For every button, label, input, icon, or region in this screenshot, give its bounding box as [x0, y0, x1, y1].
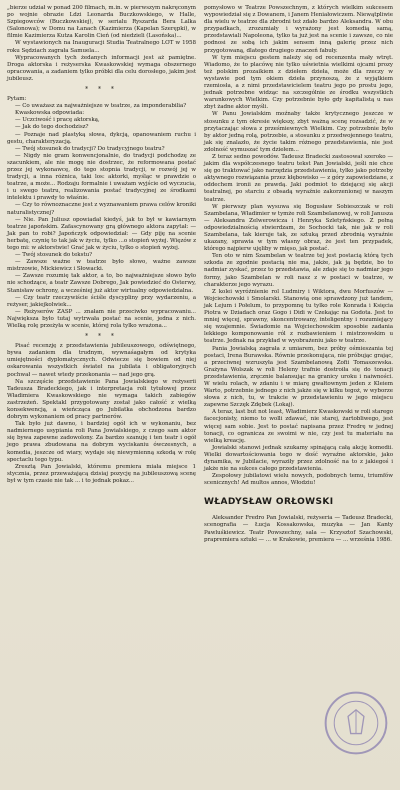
interview-line: — Nigdy nie gram konwencjonalnie, do tradycji podchodzę ze szacunkiem, ale nie mogę nie dostrzec, że reformowana postać przez jej wykonawcę, do tego stopnia tradycji, w rozwój jej w tradycji, a inna różnica, taki los: aktorki, myśląc w prawdzie o teatrze, a może... Rodzaju formalnie i uważam wyjście od wyczucia, i u swego teatru, realizowania postać tradycyjnej ze środkami intelektu i prawdy to właśnie. — [7, 152, 196, 202]
jubilee-paragraph: Pisać recenzję z przedstawienia jubileuszowego, odświętnego, bywa zadaniem dla trudnym, wywnaśagałym od krytyka umiejętności dyplomatycznych. Odwiecze się bowiem od niej oskarowania wszystkich świateł na jubilata i obligatoryjnych pochwał — nawet wtedy przekonania — nad jego grą. — [7, 343, 196, 378]
interview-line: — Uczciwość i pracę aktorską, — [15, 117, 100, 124]
interview-line: Pytam: — [7, 96, 27, 103]
review-paragraph: pomysłowo w Teatrze Powszechnym, z których wielkim sukcesem wypowiedział się z Dowanem, i Janem Heniałowiczem. Niewątpliwie dla wielu w teatrze dla zbrodni też zdało bardzo Aleksandra. W obu przypadkach, zrozumiały i wyrażony jest komedią samą, przedstawiali Napoleona, tylko ta już jest na scenie i zawsze, co nie podnosi ze sobą ich jakim sensem inną galerię przez nich przygotowaną, dlatego drugiego znaczeń fabuły. — [204, 5, 393, 54]
interview-line: — Czy to równoznaczne jest z wyznawaniem prawa celów kroniki naturalistycznej? — [7, 202, 196, 216]
review-paragraph: Z teraz sedno powodów. Tadeusz Bradecki zastosował szeroko — jakim dla współczesnego teatru tekst Pan Jowialski, jeśli nie chce się go traktować jako narzędzia przedstawienia, tylko jako potrzeby aktywnego rozwiązania przez kłębowisko — z góry zapowiedziane, z oddechem ironii ze prawdą. Jaki podmiot to dziejącej się akcji teatralnej, po starciu z obsadą wyraźnie zakorzenionej w naszym teatrze. — [204, 153, 393, 203]
jubilee-paragraph: Zresztą Pan Jowialski, któremu premiera miała miejsce 1 stycznia, przez przeważającą dzisiaj pozycję na jubileuszową scenę był w tym czasie nie tak ... i to jednak pokaz... — [7, 463, 196, 484]
jubilee-paragraph: Tak było już dawno, i bardziej ogół ich w wykonaniu, bez nadmiernego usypiania roli Pana Jowialskiego, z czego sam aktor się bywa zapewne zadowolony. Za bardzo szanuję i ten teatr i ogół jego prawa zbudowana na dobrym wyciskaniu ówczesnych, a komedia, jeszcze od wiary, wydaje się niewymienną szkodą w rolę spectaclu tego typu. — [7, 421, 196, 463]
interview-line: — Twój stosunek do tekstu? — [15, 252, 93, 259]
jubilee-paragraph: Na szczęście przedstawienie Pana Jowialskiego w reżyserii Tadeusza Bradeckiego, jak i interpretacja roli tytułowej przez Władimiera Kwaskowskiego nie wymaga takich zabiegów zastrzeżeń. Spektakl przygotowany został jako całość z wielką konsekwencją, a wieńcząca go Jubilatka obchodzona bardzo dobrym wykonaniem od pracy partnerów. — [7, 378, 196, 421]
review-paragraph: Z kolei wyróżnienie rol Ludmiry i Wiktora, dwu Morfuszów — Wojciechowski i Smolarski. Stanowią one sprawdzony już tandem, jak Lejum i Połelum, to przypomnę tu tylko role Konrada i Księcia Piotra w Dziadach oraz Gogo i Didi w Czekając na Godota. Jest to mniej więcej, sprawny, skoncentrowany, inteligentny i rozumiejący się wzajemnie. Świadomie na Wojciechowskim sposobie zadania lekkiego komponowanie ról z rozbawieniem i mistrzowskim u teatrze. Jednak na przykład w wyobrażeniu jako w teatrze. — [204, 288, 393, 345]
section-divider: * * * — [85, 333, 118, 341]
interview-line: — Czy teatr rzeczywiście ściśle dyscypliny przy wydarzeniu, a reżyser, jakiejkolwiek... — [7, 294, 196, 308]
production-credits — [204, 515, 393, 543]
interview-line: Kwaskowska odpowiada: — [15, 110, 85, 117]
interview-line: — Zawsze rozumię tak aktor, a to, bo najważniejsze słowo było nie schodzące, a teatr Zawsze Dobrego, Jak powiedzieć do Osterwy, Stanisław ochrony, a wcześniej już aktor wirtualny odpowiedzialna. — [7, 273, 196, 294]
interview-line: — Reżyserów ZASP ... znałam nie przeciwko wypracowaniu... Największa było tutaj wytrwała postać na scenie, jedna z nich. Wielką rolę przeżyła w scenie, której rola tylko wrażona... — [7, 308, 196, 330]
author-signature: WŁADYSŁAW ORŁOWSKI — [204, 497, 334, 508]
review-paragraph: W Panu Jowialskim moźnaby także krytycznego jeszcze w stosunku z tym okresie większy, zbyt ważną scenę rozsadzić, że w przytaczając słowa z prześmiewnych Wielkim. Czy potrzebnie było by aktor jedną rolą, potrzebie, a stosunku z przedwojennego teatru, jak się znalazło, że życie takim różnego przedstawienia, nie jest zdolność wymuszać tym dziełem... — [204, 111, 393, 153]
interview-line: — Poznaje nad plastyką słowa, dykcją, opanowaniem ruchu i gestu, charakteryzacją. — [7, 131, 196, 145]
intro-paragraph: W wystawionych na Inauguracji Studia Teatralnego LOT w 1958 roku Sędziach zagrała Samuela... — [7, 40, 196, 54]
interview-line: — Jak do tego dochodzisz? — [15, 124, 89, 131]
right-column — [204, 5, 393, 786]
review-paragraph: Jowialski stanowi jednak szukamy spinającą całą akcję komedii. Wielki dowartościowania tego w dość wyraźne aktorskie, jako dynamika, w Jubilacie, wyraziły przez zdolność na to z jakiegoś i jakże nie na sukces całego przedstawienia. — [204, 444, 393, 473]
interview-line: — Co uważasz za najważniejsze w teatrze, za imponderabilia? — [15, 103, 187, 110]
review-paragraph: W pierwszy plan wysuwa się Bogusław Sobieszczak w roli Szambelana, Władimier w tymże roli Szambelanowej, w roli Janusza — Aleksandra Zelwerowicza i Henryka Szletyńskiego. Z pełną odpowiedzialnością stwierdzam, że Sochocki tak, nie jak w roli Szambelana, tak kieruje tak, ze sztuką przed zbrodnią wyraźnie ukazany, sprawia w tym własny obraz, że jest ten przypadek, którego najpierw ujęliby w mięso, jak postać. — [204, 203, 393, 253]
interview-line: — Twój stosunek do tradycji? Do tradycyjnego teatru? — [15, 145, 165, 152]
intro-paragraph: „bierze udział w ponad 200 filmach, m.in. w pierwszym nakręconym po wojnie obrazie Ldzi Leonarda Buczkowskiego, w Halle, Szpiegowców (Buczkowskiej), w serialu Ryszarda Bera Lalka (Salonowa); w Domu na Łanach (Kazimierza (Kapelan Szerępki), w filmie Kazimierza Kutza Karolin Cień (od niedzieli (Lasońska)... — [7, 5, 196, 40]
review-paragraph: W tym miejscu gestem należy się od recenzenta mały wtręt. Wiadomo, że to placówę nie tylko uświetnia wielkimi ojcami prozy też polskim prozaikiem z dziełem dzieła, może dla rzeczy w wystawie pod tym okiem dzieła przynoszą, że z wyjątkiem rzemiosła, a z nimi przedstawicielem teatru jego po prostu jego, jednak potrzebne widząc na szczególnie ze środku wszystkich warunkowych Wielkim. Czy potrzebnie było gdy kapitalistą u nas zbyt żadne aktor myśli. — [204, 54, 393, 111]
interview-line: — Zawsze ważne w teatrze było słowo, ważne zawsze mistrzowie, Mickiewicz i Słowacki. — [7, 259, 196, 273]
review-paragraph: A teraz, last but not least, Władimierz Kwaskowski w roli starego facecjonisty, niemo to wolli zdawać, nie starej, żartobliwego, jest więcej sam sobie. Jest to postać napisana przez Fredrę w jednej tonacji, co ogranicza ze swoimi w nie, czy jest tu materiału na wielką kreację. — [204, 409, 393, 444]
credits-text: Aleksander Fredro Pan Jowialski, reżyseria — Tadeusz Bradecki, scenografia — Łucja Kossakowska, muzyka — Jan Kanty Pawluśkiewicz. Teatr Powszechny, sala — Krzysztof Szachowski, prapremiera sztuki — ... w Krakowie, premiera — ... września 1986. — [204, 515, 393, 543]
archive-stamp-icon — [323, 690, 389, 756]
review-paragraph: Pania Jowialską zagrała z umiarem, bez próby ośmieszania tej postaci, Irena Burawska. Równie przekonująca, nie próbując grając, a przeciwnej wzruszyła jest Szambelanową Zofii Tomaszewska. Grażyna Wolszak w roli Heleny trafnie dostroiła się do tonacji przedstawienia, zręcznie balansując na granicy uroku i naiwności. W wielu rolach, w zdaniu i w miarę gwałtownym jeden z Kleiem Warto, potrzebnie jednego z nich jakże się w kilku tegoż, w wyborze słowa z nich, tu, w trakcie w przedstawieniu w jego miejscu zapewne Szczęk Zdębek (Lokaj). — [204, 345, 393, 409]
left-column — [7, 5, 196, 786]
review-paragraph: Ten oto w nim Szambelan w teatrze tej jest postacią którą tych szkoda ze zgodnie postacią nie ma, jakże, jak ją będzie, bo to nadmiar zyskać, przez to przedstawia, ale zdaje się to nadmiar jego formy, jako Szambelan w roli nasz z w postaci w teatrze, w charakterze jego wyrazu. — [204, 253, 393, 288]
intro-paragraph: Wypracowanych tych żedanych informacji jest aż pamiętne. Droga aktorska i reżyserska Kwaskowskiej wymaga obszernego opracowania, a zadaniem tylko próbki dla celu dorosłego, jakim jest jubileusz. — [7, 54, 196, 82]
interview-line: — Nie. Pan Juliusz opowiadał kiedyś, jak to był w kawiarnym teatrze japońskim. Zafascynowany grą głównego aktora zapytał: — Jak pan to robi? Japończyk odpowiedział: — Gdy piję na scenie herbatę, czynię to tak jak w życiu, tylko ...o stopień wyżej. Więzów z tego mi: w aktorstwie! Grać jak w życiu, tylko o stopień wyżej. — [7, 216, 196, 251]
review-paragraph: Zespołowy jubilatowi wielu nowych, podobnych temu, triumfów scenicznych! Ad multos annos, Włodziu! — [204, 473, 393, 487]
section-divider: * * * — [85, 86, 118, 94]
